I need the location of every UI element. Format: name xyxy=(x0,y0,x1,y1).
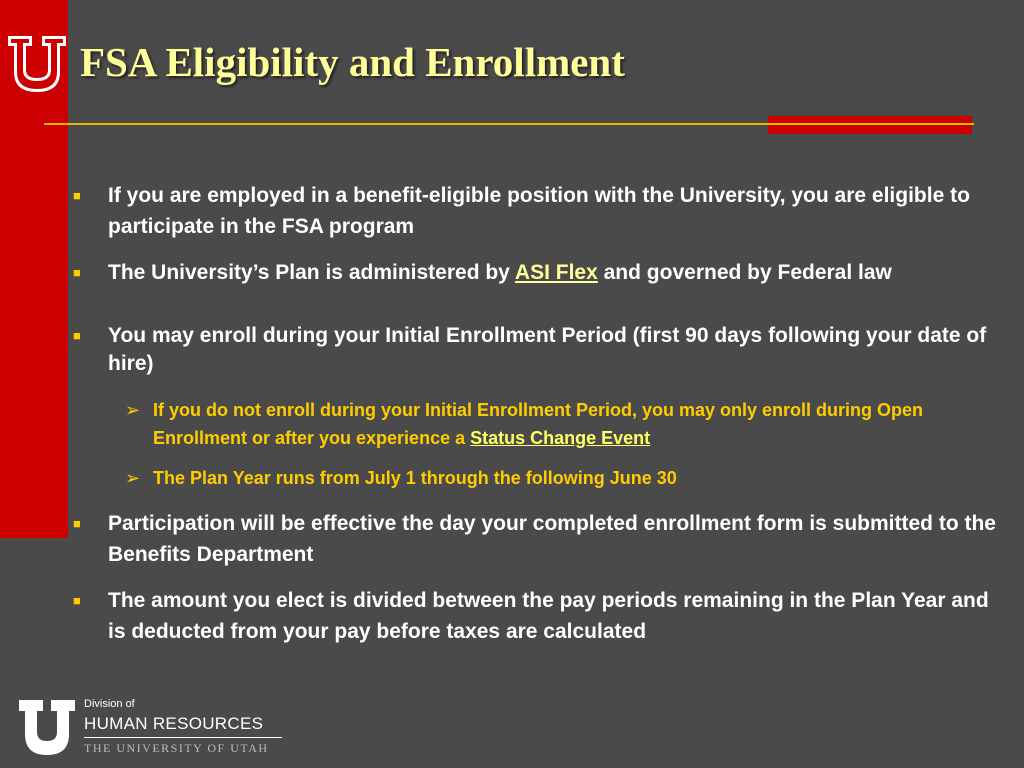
sub-bullet-text: The Plan Year runs from July 1 through the following June 30 xyxy=(153,468,677,488)
arrowhead-bullet-icon: ➢ xyxy=(125,400,141,420)
bullet-text: and governed by Federal law xyxy=(597,261,892,284)
university-u-logo-icon xyxy=(6,32,68,94)
arrowhead-bullet-icon: ➢ xyxy=(125,468,141,488)
list-item xyxy=(73,585,998,647)
list-item xyxy=(73,322,998,378)
footer-branding xyxy=(18,698,278,760)
square-bullet-icon: ■ xyxy=(73,516,81,531)
sub-list-item xyxy=(125,464,998,492)
university-name: THE UNIVERSITY OF UTAH xyxy=(84,741,269,755)
department-name: HUMAN RESOURCES xyxy=(84,714,264,733)
title-accent-bar xyxy=(768,116,972,134)
list-item xyxy=(73,508,998,570)
list-item xyxy=(73,257,998,288)
square-bullet-icon: ■ xyxy=(73,265,81,280)
status-change-event-link[interactable]: Status Change Event xyxy=(470,428,651,448)
sub-list-item xyxy=(125,396,998,452)
asi-flex-link[interactable]: ASI Flex xyxy=(514,261,598,284)
bullet-text: You may enroll during your Initial Enrollment Period (first 90 days following your date of hire) xyxy=(108,324,987,375)
square-bullet-icon: ■ xyxy=(73,328,81,343)
division-label: Division of xyxy=(84,698,135,710)
list-item xyxy=(73,180,998,242)
bullet-text: If you are employed in a benefit-eligible position with the University, you are eligible to participate in the FSA program xyxy=(108,184,970,238)
sub-bullet-text: If you do not enroll during your Initial Enrollment Period, you may only enroll during Open Enrollment or after you experience a xyxy=(153,400,924,448)
university-u-logo-icon xyxy=(18,698,76,756)
square-bullet-icon: ■ xyxy=(73,188,81,203)
footer-divider xyxy=(84,737,282,738)
bullet-text: The University’s Plan is administered by xyxy=(108,261,515,284)
bullet-text: Participation will be effective the day your completed enrollment form is submitted to the Benefits Department xyxy=(108,512,996,566)
slide-title: FSA Eligibility and Enrollment xyxy=(80,39,625,85)
bullet-text: The amount you elect is divided between the pay periods remaining in the Plan Year and is deducted from your pay before taxes are calculated xyxy=(108,589,989,643)
square-bullet-icon: ■ xyxy=(73,593,81,608)
